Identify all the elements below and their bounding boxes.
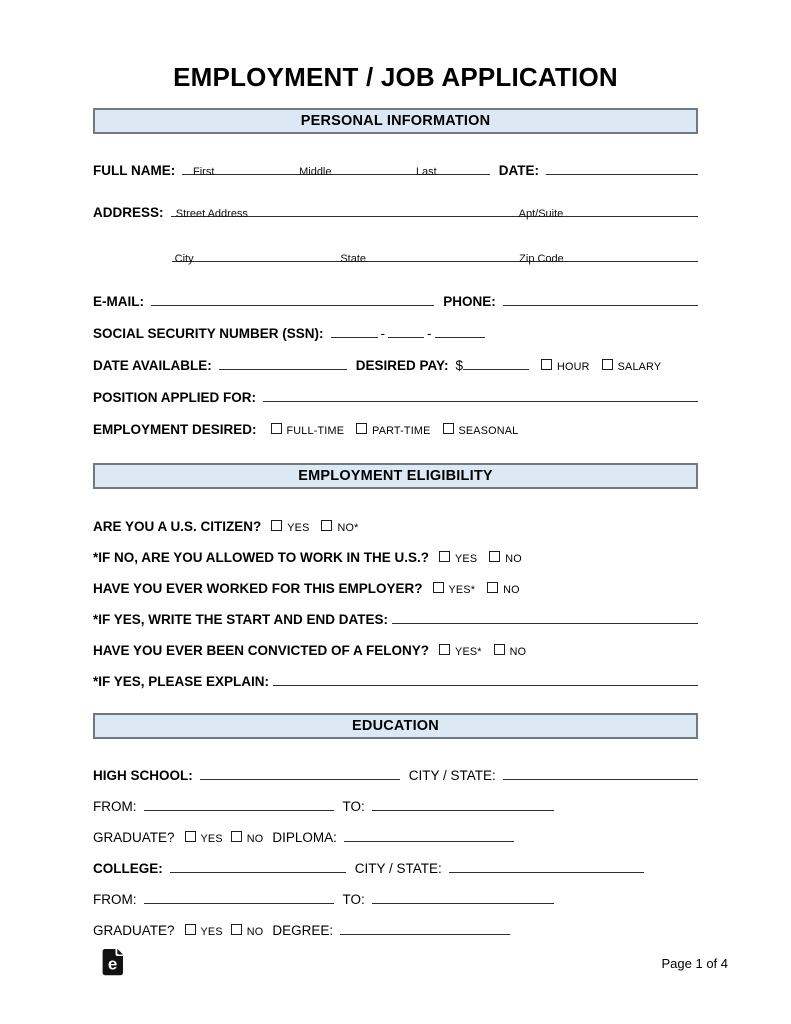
state-sublabel: State — [340, 253, 366, 265]
felony-explain-row — [93, 674, 698, 691]
worked-yes-label: YES* — [448, 584, 476, 596]
high-school-label: HIGH SCHOOL: — [93, 768, 193, 783]
ssn-part2-input-line[interactable] — [388, 326, 424, 338]
college-city-state-label: CITY / STATE: — [354, 861, 442, 876]
employment-desired-row — [93, 422, 698, 439]
position-applied-label: POSITION APPLIED FOR: — [93, 390, 257, 405]
college-graduate-no-label: NO — [246, 926, 264, 938]
city-sublabel: City — [174, 253, 194, 265]
college-graduate-yes-option — [185, 924, 223, 938]
ssn-row — [93, 326, 698, 343]
hs-to-input-line[interactable] — [372, 799, 554, 811]
degree-label: DEGREE: — [272, 923, 334, 938]
citizen-yes-checkbox[interactable] — [271, 520, 282, 531]
phone-input-line[interactable] — [503, 294, 698, 306]
seasonal-option — [443, 423, 519, 437]
address-row — [93, 205, 698, 222]
position-applied-input-line[interactable] — [263, 390, 698, 402]
felony-yes-option — [439, 644, 482, 658]
hour-option — [541, 359, 590, 373]
email-label: E-MAIL: — [93, 294, 144, 309]
citizen-yes-option — [271, 520, 309, 534]
street-address-input-line[interactable] — [171, 205, 698, 220]
email-input-line[interactable] — [151, 294, 434, 306]
eforms-logo-icon — [102, 948, 124, 976]
section-header-employment-eligibility: EMPLOYMENT ELIGIBILITY — [93, 463, 698, 489]
felony-yes-checkbox[interactable] — [439, 644, 450, 655]
hs-graduate-no-label: NO — [246, 833, 264, 845]
degree-input-line[interactable] — [340, 923, 510, 935]
college-label: COLLEGE: — [93, 861, 163, 876]
page-indicator: Page 1 of 4 — [661, 956, 728, 971]
college-graduate-no-option — [231, 924, 264, 938]
desired-pay-label: DESIRED PAY: — [355, 358, 449, 373]
first-name-sublabel: First — [193, 166, 215, 178]
city-state-zip-row — [93, 250, 698, 267]
page-title: EMPLOYMENT / JOB APPLICATION — [173, 62, 618, 92]
start-end-dates-label: *IF YES, WRITE THE START AND END DATES: — [93, 612, 389, 627]
college-row — [93, 861, 698, 878]
start-end-dates-input-line[interactable] — [392, 612, 698, 624]
allowed-yes-label: YES — [455, 553, 478, 565]
worked-before-question-row — [93, 581, 698, 598]
felony-explain-label: *IF YES, PLEASE EXPLAIN: — [93, 674, 270, 689]
hs-graduate-no-option — [231, 831, 264, 845]
allowed-to-work-question-row — [93, 550, 698, 567]
section-header-education: EDUCATION — [93, 713, 698, 739]
citizen-no-label: NO* — [337, 522, 359, 534]
ssn-label: SOCIAL SECURITY NUMBER (SSN): — [93, 326, 324, 341]
worked-yes-option — [433, 582, 476, 596]
college-graduate-yes-checkbox[interactable] — [185, 924, 196, 935]
date-label: DATE: — [498, 163, 539, 178]
worked-no-label: NO — [503, 584, 520, 596]
felony-yes-label: YES* — [455, 646, 482, 658]
seasonal-label: SEASONAL — [458, 425, 519, 437]
start-end-dates-row — [93, 612, 698, 629]
ssn-dash-2: - — [427, 326, 432, 341]
diploma-input-line[interactable] — [344, 830, 514, 842]
college-to-input-line[interactable] — [372, 892, 554, 904]
seasonal-checkbox[interactable] — [443, 423, 454, 434]
date-input-line[interactable] — [546, 163, 698, 175]
hs-to-label: TO: — [342, 799, 365, 814]
citizen-question-row — [93, 519, 698, 536]
ssn-dash-1: - — [380, 326, 386, 341]
apt-suite-sublabel: Apt/Suite — [518, 208, 564, 220]
citizen-no-checkbox[interactable] — [321, 520, 332, 531]
college-input-line[interactable] — [170, 861, 346, 873]
allowed-no-label: NO — [505, 553, 522, 565]
hs-from-label: FROM: — [93, 799, 137, 814]
hs-graduate-yes-checkbox[interactable] — [185, 831, 196, 842]
allowed-no-checkbox[interactable] — [489, 551, 500, 562]
part-time-label: PART-TIME — [372, 425, 431, 437]
hs-city-state-label: CITY / STATE: — [408, 768, 496, 783]
allowed-yes-option — [439, 551, 477, 565]
date-available-label: DATE AVAILABLE: — [93, 358, 212, 373]
college-city-state-input-line[interactable] — [449, 861, 644, 873]
felony-no-checkbox[interactable] — [494, 644, 505, 655]
currency-symbol: $ — [455, 358, 464, 373]
worked-yes-checkbox[interactable] — [433, 582, 444, 593]
college-graduate-yes-label: YES — [200, 926, 223, 938]
middle-name-sublabel: Middle — [299, 166, 332, 178]
part-time-checkbox[interactable] — [356, 423, 367, 434]
worked-no-checkbox[interactable] — [487, 582, 498, 593]
high-school-dates-row — [93, 799, 698, 816]
full-time-option — [271, 423, 345, 437]
felony-explain-input-line[interactable] — [273, 674, 698, 686]
high-school-graduate-row — [93, 830, 698, 847]
college-from-input-line[interactable] — [144, 892, 334, 904]
college-graduate-no-checkbox[interactable] — [231, 924, 242, 935]
hour-checkbox[interactable] — [541, 359, 552, 370]
worked-before-question: HAVE YOU EVER WORKED FOR THIS EMPLOYER? — [93, 581, 423, 596]
allowed-yes-checkbox[interactable] — [439, 551, 450, 562]
last-name-sublabel: Last — [415, 166, 437, 178]
citizen-no-option — [321, 520, 358, 534]
zip-code-sublabel: Zip Code — [519, 253, 564, 265]
felony-question: HAVE YOU EVER BEEN CONVICTED OF A FELONY? — [93, 643, 430, 658]
full-name-label: FULL NAME: — [93, 163, 176, 178]
full-time-label: FULL-TIME — [286, 425, 345, 437]
hs-city-state-input-line[interactable] — [503, 768, 698, 780]
citizen-question: ARE YOU A U.S. CITIZEN? — [93, 519, 262, 534]
college-graduate-row — [93, 923, 698, 940]
felony-question-row — [93, 643, 698, 660]
full-name-row — [93, 163, 698, 180]
full-name-input-line[interactable] — [182, 163, 490, 178]
hs-graduate-yes-label: YES — [200, 833, 223, 845]
hs-from-input-line[interactable] — [144, 799, 334, 811]
high-school-row — [93, 768, 698, 785]
college-dates-row — [93, 892, 698, 909]
ssn-part1-input-line[interactable] — [331, 326, 378, 338]
position-applied-row — [93, 390, 698, 407]
worked-no-option — [487, 582, 520, 596]
full-time-checkbox[interactable] — [271, 423, 282, 434]
address-label: ADDRESS: — [93, 205, 164, 220]
date-available-input-line[interactable] — [219, 358, 347, 370]
section-header-personal-information: PERSONAL INFORMATION — [93, 108, 698, 134]
college-graduate-label: GRADUATE? — [93, 923, 175, 938]
salary-option — [602, 359, 662, 373]
allowed-no-option — [489, 551, 522, 565]
college-to-label: TO: — [342, 892, 365, 907]
diploma-label: DIPLOMA: — [272, 830, 337, 845]
hour-label: HOUR — [557, 361, 590, 373]
eforms-logo-letter: e — [107, 954, 118, 974]
hs-graduate-yes-option — [185, 831, 223, 845]
email-phone-row — [93, 294, 698, 311]
felony-no-label: NO — [509, 646, 527, 658]
citizen-yes-label: YES — [287, 522, 310, 534]
hs-graduate-label: GRADUATE? — [93, 830, 175, 845]
salary-checkbox[interactable] — [602, 359, 613, 370]
date-available-pay-row — [93, 358, 698, 375]
college-from-label: FROM: — [93, 892, 137, 907]
ssn-part3-input-line[interactable] — [435, 326, 485, 338]
phone-label: PHONE: — [443, 294, 496, 309]
part-time-option — [356, 423, 430, 437]
desired-pay-input-line[interactable] — [463, 358, 529, 370]
salary-label: SALARY — [617, 361, 662, 373]
hs-graduate-no-checkbox[interactable] — [231, 831, 242, 842]
high-school-input-line[interactable] — [200, 768, 400, 780]
city-state-zip-input-line[interactable] — [172, 250, 698, 265]
felony-no-option — [494, 644, 527, 658]
employment-desired-label: EMPLOYMENT DESIRED: — [93, 422, 257, 437]
street-address-sublabel: Street Address — [175, 208, 248, 220]
allowed-to-work-question: *IF NO, ARE YOU ALLOWED TO WORK IN THE U.S.? — [93, 550, 430, 565]
